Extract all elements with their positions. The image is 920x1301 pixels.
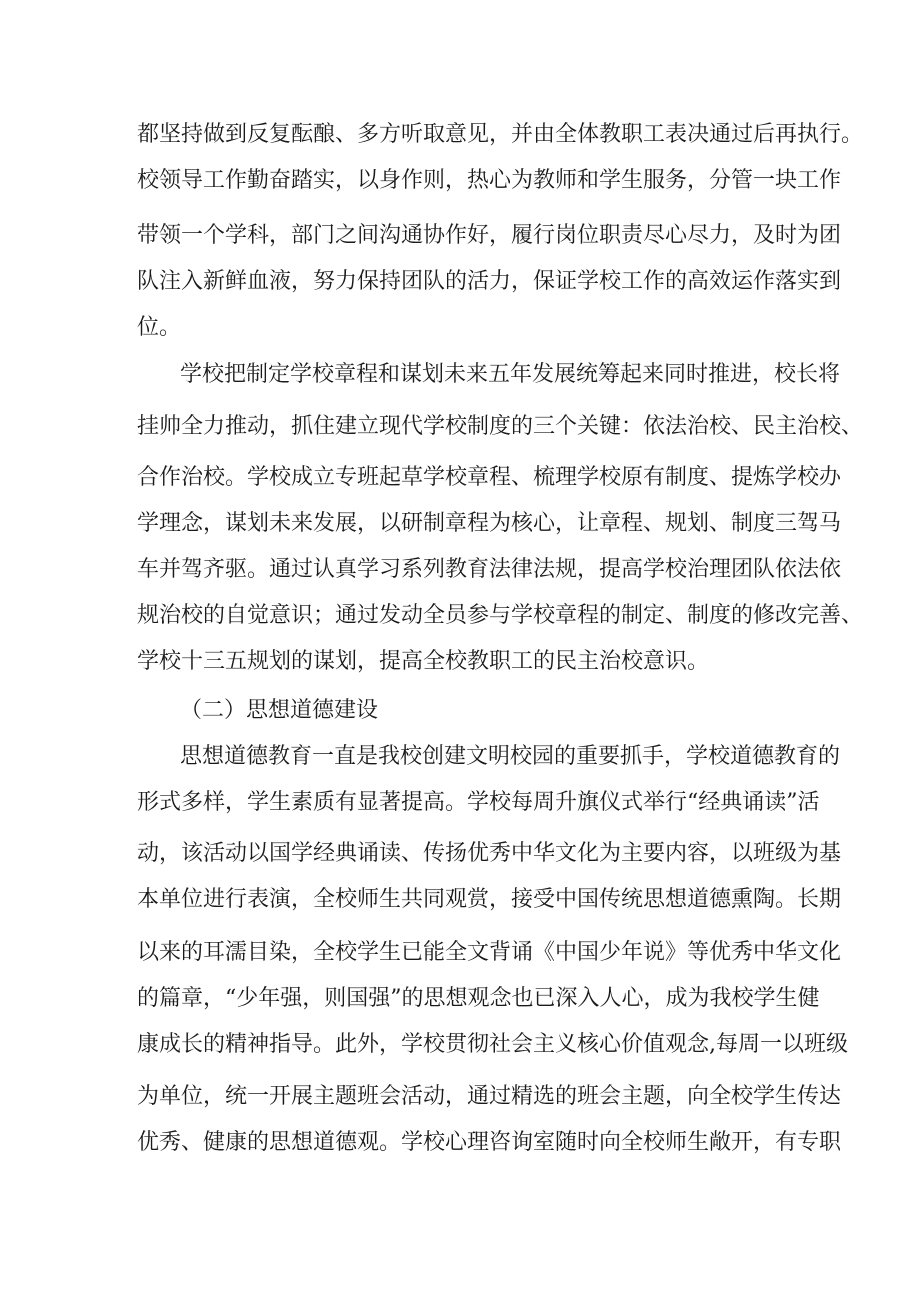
text-line: 优秀、健康的思想道德观。学校心理咨询室随时向全校师生敞开，有专职: [137, 1130, 842, 1155]
text-line: 带领一个学科，部门之间沟通协作好，履行岗位职责尽心尽力，及时为团: [137, 223, 842, 248]
text-line: 挂帅全力推动，抓住建立现代学校制度的三个关键：依法治校、民主治校、: [137, 414, 864, 439]
text-line: 动，该活动以国学经典诵读、传扬优秀中华文化为主要内容，以班级为基: [137, 841, 842, 866]
text-line: 形式多样，学生素质有显著提高。学校每周升旗仪式举行“经典诵读”活: [137, 790, 820, 815]
text-line: 合作治校。学校成立专班起草学校章程、梳理学校原有制度、提炼学校办: [137, 465, 842, 490]
text-line: 以来的耳濡目染，全校学生已能全文背诵《中国少年说》等优秀中华文化: [137, 940, 842, 965]
text-line: 的篇章，“少年强，则国强”的思想观念也已深入人心，成为我校学生健: [137, 986, 820, 1011]
paragraph-first-line: 思想道德教育一直是我校创建文明校园的重要抓手，学校道德教育的: [180, 744, 841, 769]
text-line: 康成长的精神指导。此外，学校贯彻社会主义核心价值观念,每周一以班级: [137, 1032, 848, 1057]
paragraph-first-line: 学校把制定学校章程和谋划未来五年发展统筹起来同时推进，校长将: [180, 362, 841, 387]
text-line: 队注入新鲜血液，努力保持团队的活力，保证学校工作的高效运作落实到: [137, 269, 842, 294]
section-heading: （二）思想道德建设: [180, 698, 379, 723]
text-line: 位。: [137, 315, 182, 340]
text-line: 学理念，谋划未来发展，以研制章程为核心，让章程、规划、制度三驾马: [137, 511, 842, 536]
text-line: 校领导工作勤奋踏实，以身作则，热心为教师和学生服务，分管一块工作: [137, 168, 842, 193]
text-line: 规治校的自觉意识；通过发动全员参与学校章程的制定、制度的修改完善、: [137, 603, 864, 628]
text-line: 本单位进行表演，全校师生共同观赏，接受中国传统思想道德熏陶。长期: [137, 887, 842, 912]
text-line: 车并驾齐驱。通过认真学习系列教育法律法规，提高学校治理团队依法依: [137, 557, 842, 582]
text-line: 为单位，统一开展主题班会活动，通过精选的班会主题，向全校学生传达: [137, 1084, 842, 1109]
text-line: 学校十三五规划的谋划，提高全校教职工的民主治校意识。: [137, 649, 710, 674]
text-line: 都坚持做到反复酝酿、多方听取意见，并由全体教职工表决通过后再执行。: [137, 122, 864, 147]
